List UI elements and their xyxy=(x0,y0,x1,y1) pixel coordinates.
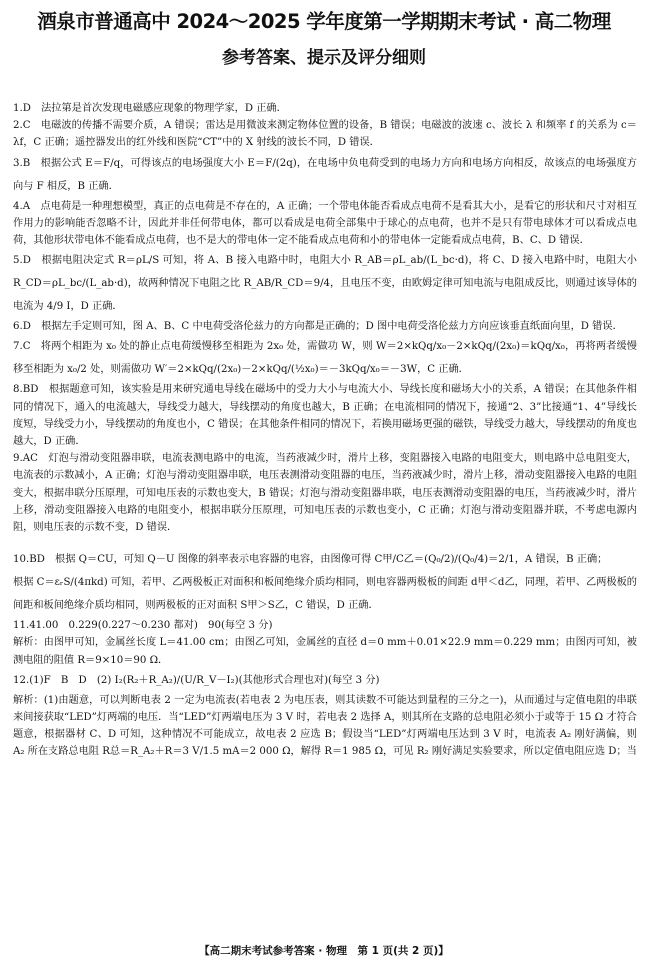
answer-9: 9.AC 灯泡与滑动变阻器串联，电流表测电路中的电流，当药液减少时，滑片上移，变阻器接入电路的电阻变大，则电路中总电阻变大，电流表的示数减小，A 正确；灯泡与滑动变阻器串联，电压表测滑动变阻器的电压，当药液减少时，滑片上移，滑动变阻器接入电路的电阻变大，根据串联分压原理，可知电压表的示数也变大，B 错误；灯泡与滑动变阻器串联，电压表测滑动变阻器的电压，当药液减少时，滑片上移，滑动变阻器接入电路的电阻变小，根据串联分压原理，可知电压表的示数也变小，C 正确；灯泡与滑动变阻器并联，不考虑电源内阻，则电压表的示数不变，D 错误． xyxy=(13,453,637,534)
spacer xyxy=(13,536,637,548)
answer-8: 8.BD 根据题意可知，该实验是用来研究通电导线在磁场中的受力大小与电流大小、导线长度和磁场大小的关系，A 错误；在其他条件相同的情况下，通入的电流越大，导线受力越大，导线摆动的角度也越大，B 正确；在电流相同的情况下，接通“2、3”比接通“1、4”导线长度短，导线受力小，导线摆动的角度也小，C 错误；在其他条件相同的情况下，若换用磁场更强的磁铁，导线受力越大，导线摆动的角度也越大，D 正确． xyxy=(13,384,637,448)
answer-2: 2.C 电磁波的传播不需要介质，A 错误；雷达是用微波来测定物体位置的设备，B 错误；电磁波的波速 c、波长 λ 和频率 f 的关系为 c＝λf，C 正确；遥控器发出的红外线和医院“CT”中的 X 射线的波长不同，D 错误． xyxy=(13,120,637,149)
answer-11: 11.41.00 0.229(0.227～0.230 都对) 90(每空 3 分) xyxy=(13,620,273,632)
answer-11-analysis: 解析：由图甲可知，金属丝长度 L＝41.00 cm；由图乙可知，金属丝的直径 d＝0 mm＋0.01×22.9 mm＝0.229 mm；由图丙可知，被测电阻的阻值 R＝9×10＝90 Ω． xyxy=(13,637,637,666)
answer-4: 4.A 点电荷是一种理想模型，真正的点电荷是不存在的，A 正确；一个带电体能否看成点电荷不是看其大小，是看它的形状和尺寸对相互作用力的影响能否忽略不计，因此并非任何带电体，都可以看成是电荷全部集中于球心的点电荷，也并不是只有带电球体才可以看成点电荷，其他形状带电体不能看成点电荷，也不是大的带电体一定不能看成点电荷和小的带电体一定能看成点电荷，B、C、D 错误． xyxy=(13,200,637,247)
answer-1: 1.D 法拉第是首次发现电磁感应现象的物理学家，D 正确． xyxy=(13,103,287,114)
answer-12-analysis: 解析：(1)由题意，可以判断电表 2 一定为电流表(若电表 2 为电压表，则其读数不可能达到量程的三分之一)，从而通过与定值电阻的串联来间接获取“LED”灯两端的电压．当“LED”灯两端电压为 3 V 时，若电表 2 选择 A，则其所在支路的总电阻必须小于或等于 15 Ω 才符合题意，根据器材 C、D 可知，这种情况不可能成立，故电表 2 应选 B；假设当“LED”灯两端电压达到 3 V 时，电流表 A₂ 刚好满偏，则 A₂ 所在支路总电阻 R总＝R_A₂＋R＝3 V/1.5 mA＝2 000 Ω，解得 R＝1 985 Ω，可见 R₂ 刚好满足实验要求，所以定值电阻应选 D；当 xyxy=(13,694,637,758)
answer-12: 12.(1)F B D (2) I₂(R₂＋R_A₂)/(U/R_V－I₂)(其他形式合理也对)(每空 3 分) xyxy=(13,674,380,686)
page-subtitle: 参考答案、提示及评分细则 xyxy=(222,48,426,68)
answer-6: 6.D 根据左手定则可知，图 A、B、C 中电荷受洛伦兹力的方向都是正确的；D 图中电荷受洛伦兹力方向应该垂直纸面向里，D 错误． xyxy=(13,321,623,333)
answer-5: 5.D 根据电阻决定式 R＝ρL/S 可知，将 A、B 接入电路中时，电阻大小 R_AB＝ρL_ab/(L_bc·d)，将 C、D 接入电路中时，电阻大小 R_CD＝ρL_bc/(L_ab·d)，故两种情况下电阻之比 R_AB/R_CD＝9/4，且电压不变，由欧姆定律可知电流与电阻成反比，则通过该导体的电流为 4/9 I，D 正确． xyxy=(13,255,637,313)
answer-10-part2: 根据 C＝εᵣS/(4πkd) 可知，若甲、乙两极板正对面积和板间绝缘介质均相同，则电容器两极板的间距 d甲＜d乙，同理，若甲、乙两极板的间距和板间绝缘介质均相同，则两极板的正对面积 S甲＞S乙，C 错误，D 正确． xyxy=(13,577,637,612)
page-title: 酒泉市普通高中 2024～2025 学年度第一学期期末考试 · 高二物理 xyxy=(37,10,611,33)
answer-3: 3.B 根据公式 E＝F/q，可得该点的电场强度大小 E＝F/(2q)，在电场中负电荷受到的电场力方向和电场方向相反，故该点的电场强度方向与 F 相反，B 正确． xyxy=(13,157,637,192)
answer-7: 7.C 将两个相距为 x₀ 处的静止点电荷缓慢移至相距为 2x₀ 处，需做功 W，则 W＝2×kQq/x₀－2×kQq/(2x₀)＝kQq/x₀，再将两者缓慢移至相距为 x₀/2 处，则需做功 W′＝2×kQq/(2x₀)－2×kQq/(½x₀)＝－3kQq/x₀＝－3W，C 正确． xyxy=(13,341,637,376)
answers-body xyxy=(13,100,637,761)
page-footer: 【高二期末考试参考答案 · 物理 第 1 页(共 2 页)】 xyxy=(199,945,449,957)
answer-10-part1: 10.BD 根据 Q＝CU，可知 Q－U 图像的斜率表示电容器的电容，由图像可得 C甲/C乙＝(Q₀/2)/(Q₀/4)＝2/1，A 错误，B 正确； xyxy=(13,554,608,566)
